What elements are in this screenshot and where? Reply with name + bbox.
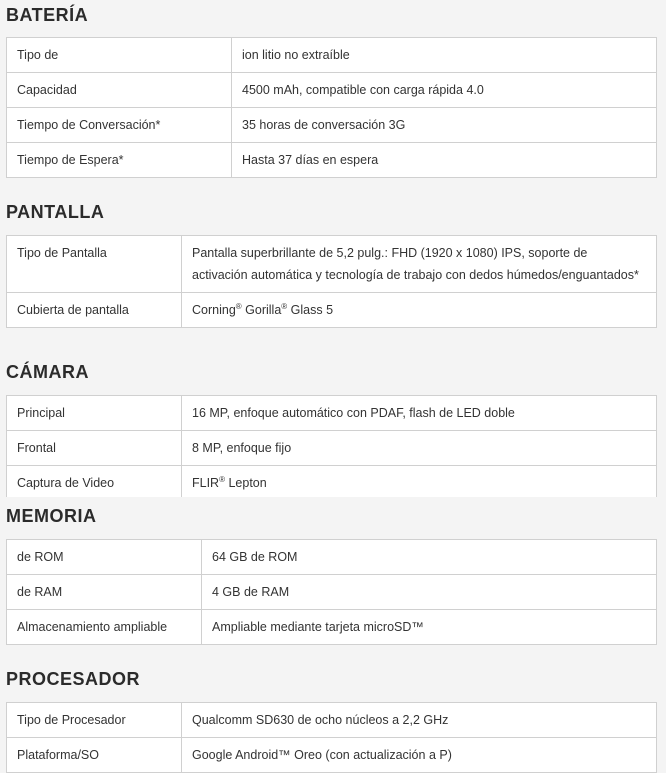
section-title: PANTALLA <box>6 202 105 222</box>
table-row <box>7 73 657 108</box>
registered-mark: ® <box>219 475 225 484</box>
table-row <box>7 236 657 293</box>
row-value: 8 MP, enfoque fijo <box>182 431 657 466</box>
section-procesador <box>0 657 658 773</box>
row-value: Ampliable mediante tarjeta microSD™ <box>202 610 657 645</box>
row-label: Captura de Video <box>7 466 182 501</box>
row-label: de ROM <box>7 540 202 575</box>
section-memoria <box>0 497 658 657</box>
row-value <box>182 293 657 328</box>
table-row <box>7 143 657 178</box>
value-text: Lepton <box>225 476 267 490</box>
row-label: Almacenamiento ampliable <box>7 610 202 645</box>
spec-table-camara <box>6 395 657 501</box>
row-value: Pantalla superbrillante de 5,2 pulg.: FHD (1920 x 1080) IPS, soporte de activación automática y tecnología de trabajo con dedos húmedos/enguantados* <box>182 236 657 293</box>
section-title: CÁMARA <box>6 362 89 382</box>
row-value: 4 GB de RAM <box>202 575 657 610</box>
row-label: Tipo de <box>7 38 232 73</box>
row-value: 4500 mAh, compatible con carga rápida 4.0 <box>232 73 657 108</box>
row-value: 16 MP, enfoque automático con PDAF, flash de LED doble <box>182 396 657 431</box>
value-text: Glass 5 <box>287 303 334 317</box>
table-row <box>7 540 657 575</box>
row-label: Plataforma/SO <box>7 738 182 773</box>
row-value: Google Android™ Oreo (con actualización a P) <box>182 738 657 773</box>
row-label: Tiempo de Conversación* <box>7 108 232 143</box>
section-pantalla <box>0 190 658 350</box>
value-text: Corning <box>192 303 236 317</box>
table-row <box>7 703 657 738</box>
section-camara <box>0 350 658 495</box>
row-label: Capacidad <box>7 73 232 108</box>
table-row <box>7 293 657 328</box>
row-label: Tipo de Pantalla <box>7 236 182 293</box>
table-row <box>7 108 657 143</box>
table-row <box>7 610 657 645</box>
spec-table-pantalla <box>6 235 657 328</box>
spec-table-memoria <box>6 539 657 645</box>
spec-table-bateria <box>6 37 657 178</box>
value-text: Gorilla <box>241 303 282 317</box>
table-row <box>7 38 657 73</box>
row-label: Cubierta de pantalla <box>7 293 182 328</box>
section-title: MEMORIA <box>6 506 97 526</box>
table-row <box>7 396 657 431</box>
row-value: ion litio no extraíble <box>232 38 657 73</box>
table-row <box>7 466 657 501</box>
row-label: Principal <box>7 396 182 431</box>
row-value: Qualcomm SD630 de ocho núcleos a 2,2 GHz <box>182 703 657 738</box>
row-value: 64 GB de ROM <box>202 540 657 575</box>
row-label: Tiempo de Espera* <box>7 143 232 178</box>
table-row <box>7 431 657 466</box>
row-label: de RAM <box>7 575 202 610</box>
section-bateria <box>0 0 658 190</box>
registered-mark: ® <box>235 302 242 311</box>
table-row <box>7 575 657 610</box>
row-value: 35 horas de conversación 3G <box>232 108 657 143</box>
section-title: BATERÍA <box>6 5 89 25</box>
registered-mark: ® <box>281 302 288 311</box>
row-label: Tipo de Procesador <box>7 703 182 738</box>
row-label: Frontal <box>7 431 182 466</box>
row-value: Hasta 37 días en espera <box>232 143 657 178</box>
value-text: FLIR <box>192 476 220 490</box>
section-title: PROCESADOR <box>6 669 141 689</box>
row-value <box>182 466 657 501</box>
spec-table-procesador <box>6 702 657 773</box>
table-row <box>7 738 657 773</box>
